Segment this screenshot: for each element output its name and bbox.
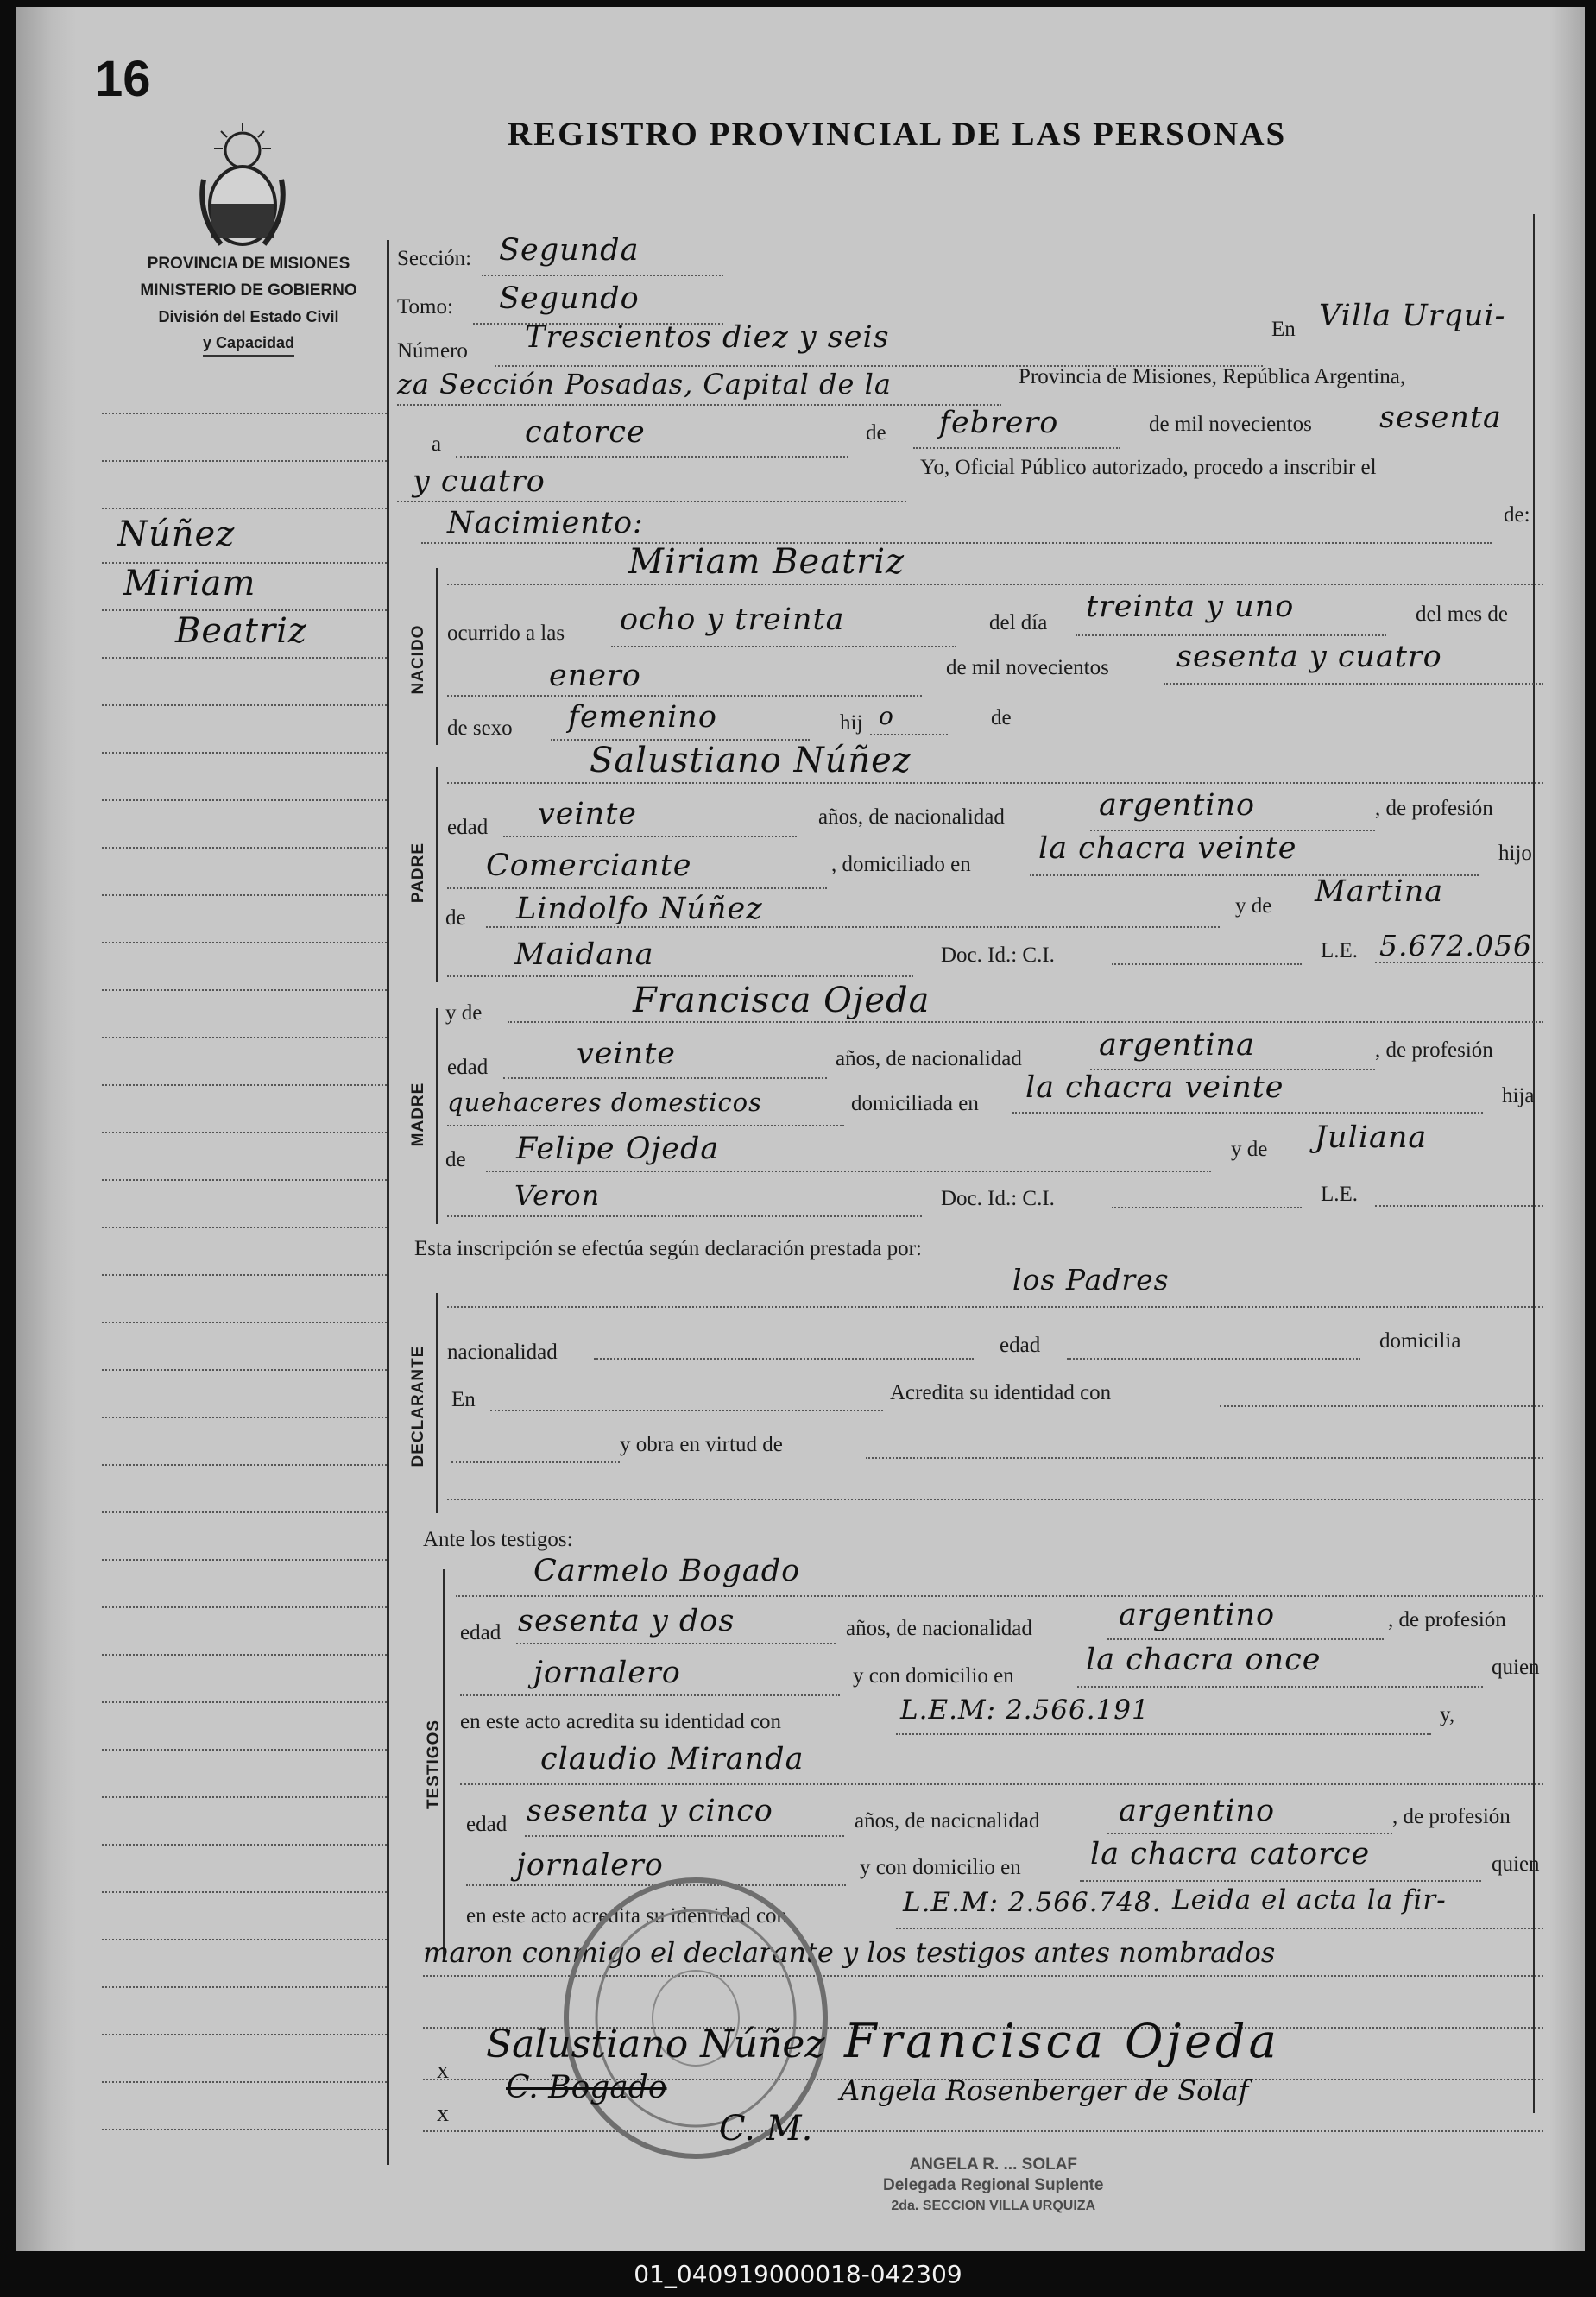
declarante-en-label: En	[451, 1388, 476, 1411]
cierre-b-value: maron conmigo el declarante y los testigos antes nombrados	[423, 1936, 1276, 1969]
hijo-label: hijo	[1498, 842, 1532, 865]
madre-anios-label: años, de nacionalidad	[836, 1047, 1022, 1070]
officer-stamp	[883, 2155, 1104, 2217]
madre-padre-value: Felipe Ojeda	[516, 1132, 720, 1166]
register-page	[16, 7, 1585, 2251]
en-label: En	[1271, 318, 1296, 341]
nacido-side-label: NACIDO	[409, 624, 427, 695]
de-mil-label: de mil novecientos	[1149, 413, 1312, 436]
declarante-value: los Padres	[1012, 1263, 1170, 1297]
tomo-label: Tomo:	[397, 295, 453, 319]
ministry-name: MINISTERIO DE GOBIERNO	[140, 281, 357, 300]
testigo1-y-label: y,	[1440, 1703, 1455, 1726]
testigo2-anios-label: años, de nacicnalidad	[855, 1809, 1040, 1833]
province-name: PROVINCIA DE MISIONES	[147, 255, 350, 273]
form-right-border	[1533, 214, 1535, 2113]
nacido-nombre-value: Miriam Beatriz	[628, 542, 905, 582]
provincia-label: Provincia de Misiones, República Argentina,	[1019, 365, 1406, 388]
seccion-value: Segunda	[499, 233, 640, 268]
anio-b-value: y cuatro	[413, 464, 546, 499]
padre-edad-label: edad	[447, 816, 489, 839]
declarante-side-label: DECLARANTE	[409, 1345, 427, 1467]
padre-profesion-value: Comerciante	[486, 849, 692, 883]
lugar-a-value: Villa Urqui-	[1319, 299, 1506, 333]
hora-value: ocho y treinta	[620, 603, 845, 637]
del-dia-label: del día	[989, 611, 1048, 634]
madre-nombre-value: Francisca Ojeda	[633, 981, 930, 1020]
testigo1-nacionalidad-value: argentino	[1119, 1598, 1276, 1632]
nacido-dia-value: treinta y uno	[1086, 590, 1295, 624]
madre-madre-b-value: Veron	[514, 1179, 601, 1212]
padre-le-label: L.E.	[1321, 939, 1359, 962]
hija-label: hija	[1502, 1084, 1535, 1107]
page-number: 16	[95, 51, 151, 107]
padre-padre-value: Lindolfo Núñez	[516, 892, 763, 926]
madre-nacionalidad-value: argentina	[1099, 1028, 1255, 1063]
signature-oficial: Angela Rosenberger de Solaf	[840, 2074, 1249, 2107]
testigos-side-label: TESTIGOS	[425, 1719, 443, 1810]
testigo2-quien-label: quien	[1492, 1852, 1540, 1876]
numero-value: Trescientos diez y seis	[525, 320, 890, 355]
testigo2-edad-value: sesenta y cinco	[527, 1794, 773, 1828]
testigo2-edad-label: edad	[466, 1813, 508, 1836]
signature-madre: Francisca Ojeda	[844, 2014, 1280, 2068]
padre-domicilio-value: la chacra veinte	[1038, 831, 1297, 866]
madre-y-de-label-2: y de	[1231, 1138, 1268, 1161]
ante-testigos-label: Ante los testigos:	[423, 1528, 573, 1551]
testigo1-documento-value: L.E.M: 2.566.191	[900, 1694, 1150, 1726]
numero-label: Número	[397, 339, 468, 363]
acto-value: Nacimiento:	[447, 506, 644, 540]
madre-le-label: L.E.	[1321, 1183, 1359, 1206]
signature-rubrica: C. M.	[719, 2109, 813, 2149]
padre-le-value: 5.672.056	[1379, 929, 1532, 962]
madre-edad-value: veinte	[577, 1037, 676, 1071]
nacido-mes-value: enero	[549, 659, 641, 693]
madre-y-de-label: y de	[445, 1001, 483, 1025]
division-line-2: y Capacidad	[203, 331, 294, 357]
madre-profesion-value: quehaceres domesticos	[447, 1088, 762, 1117]
testigo1-edad-value: sesenta y dos	[518, 1604, 735, 1638]
madre-doc-label: Doc. Id.: C.I.	[941, 1187, 1055, 1210]
de-sexo-label: de sexo	[447, 716, 513, 740]
stamp-line-2: Delegada Regional Suplente	[883, 2176, 1104, 2194]
padre-edad-value: veinte	[538, 797, 637, 831]
de-label: de	[866, 421, 886, 445]
hij-label: hij	[840, 711, 863, 735]
a-label: a	[432, 432, 442, 456]
signature-padre: Salustiano Núñez	[486, 2022, 825, 2067]
margin-note-middle-name: Beatriz	[175, 611, 307, 651]
madre-profesion-label: , de profesión	[1375, 1038, 1493, 1062]
padre-side-label: PADRE	[409, 842, 427, 904]
acredita-label: Acredita su identidad con	[890, 1381, 1112, 1404]
obra-label: y obra en virtud de	[620, 1433, 783, 1456]
declarante-bracket	[436, 1293, 438, 1513]
coat-of-arms-icon	[195, 119, 290, 250]
de-colon-label: de:	[1504, 503, 1530, 527]
madre-edad-label: edad	[447, 1056, 489, 1079]
testigo1-profesion-label: , de profesión	[1388, 1608, 1506, 1631]
testigo1-acredita-label: en este acto acredita su identidad con	[460, 1710, 782, 1733]
seccion-label: Sección:	[397, 247, 472, 270]
testigo1-anios-label: años, de nacionalidad	[846, 1617, 1032, 1640]
testigo2-documento-value: L.E.M: 2.566.748.	[903, 1887, 1162, 1918]
padre-bracket	[436, 767, 438, 982]
stamp-line-3: 2da. SECCION VILLA URQUIZA	[891, 2199, 1096, 2213]
form-left-border	[387, 240, 389, 2165]
domiciliada-label: domiciliada en	[851, 1092, 979, 1115]
madre-side-label: MADRE	[409, 1082, 427, 1147]
padre-anios-label: años, de nacionalidad	[818, 805, 1005, 829]
ocurrido-label: ocurrido a las	[447, 622, 565, 645]
lugar-b-value: za Sección Posadas, Capital de la	[397, 368, 892, 401]
nacionalidad-label: nacionalidad	[447, 1341, 558, 1364]
dia-value: catorce	[525, 415, 646, 450]
testigo2-nacionalidad-value: argentino	[1119, 1794, 1276, 1828]
padre-nacionalidad-value: argentino	[1099, 788, 1256, 823]
de-mil-label-2: de mil novecientos	[946, 656, 1109, 679]
testigo2-nombre-value: claudio Miranda	[540, 1742, 804, 1776]
hij-suffix-value: o	[879, 702, 894, 730]
nacido-anio-value: sesenta y cuatro	[1176, 640, 1442, 674]
padre-y-de-label: y de	[1235, 894, 1272, 918]
register-title: REGISTRO PROVINCIAL DE LAS PERSONAS	[508, 116, 1287, 153]
nacido-bracket	[436, 568, 438, 745]
del-mes-label: del mes de	[1416, 603, 1508, 626]
margin-note-name: Miriam	[123, 564, 256, 603]
testigo1-nombre-value: Carmelo Bogado	[533, 1554, 801, 1588]
madre-bracket	[436, 1008, 438, 1224]
padre-doc-label: Doc. Id.: C.I.	[941, 943, 1055, 967]
esta-inscripcion-label: Esta inscripción se efectúa según declaración prestada por:	[414, 1237, 922, 1260]
stamp-line-1: ANGELA R. ... SOLAF	[909, 2155, 1078, 2174]
testigo1-quien-label: quien	[1492, 1656, 1540, 1679]
image-id-footer: 01_040919000018-042309	[634, 2260, 962, 2288]
madre-de-label: de	[445, 1148, 466, 1171]
cross-mark-1: x	[437, 2057, 449, 2084]
ministry-block	[102, 250, 395, 357]
declarante-edad-label: edad	[1000, 1334, 1041, 1357]
testigo2-profesion-value: jornalero	[516, 1848, 664, 1883]
mes-value: febrero	[939, 406, 1059, 440]
madre-domicilio-value: la chacra veinte	[1025, 1070, 1284, 1105]
testigo2-profesion-label: , de profesión	[1392, 1805, 1511, 1828]
padre-profesion-label: , de profesión	[1375, 797, 1493, 820]
oficial-label: Yo, Oficial Público autorizado, procedo a inscribir el	[920, 456, 1377, 479]
padre-de-label: de	[445, 906, 466, 930]
division-line-1: División del Estado Civil	[158, 308, 339, 325]
signature-testigo: C. Bogado	[506, 2070, 667, 2105]
de-label-2: de	[991, 706, 1012, 729]
testigo1-domicilio-value: la chacra once	[1086, 1643, 1322, 1677]
testigo2-domicilio-value: la chacra catorce	[1090, 1837, 1371, 1871]
padre-madre-a-value: Martina	[1315, 874, 1444, 909]
domicilia-label: domicilia	[1379, 1329, 1461, 1353]
margin-note-surname: Núñez	[117, 514, 236, 554]
sexo-value: femenino	[568, 700, 717, 735]
cross-mark-2: x	[437, 2100, 449, 2127]
testigo2-acredita-label: en este acto acredita su identidad con	[466, 1904, 788, 1928]
tomo-value: Segundo	[499, 281, 640, 316]
padre-madre-b-value: Maidana	[514, 937, 654, 972]
anio-a-value: sesenta	[1379, 401, 1502, 435]
testigo1-domicilio-label: y con domicilio en	[853, 1664, 1014, 1688]
domiciliado-label: , domiciliado en	[831, 853, 971, 876]
cierre-a-value: Leida el acta la fir-	[1172, 1884, 1447, 1915]
testigo2-domicilio-label: y con domicilio en	[860, 1856, 1021, 1879]
padre-nombre-value: Salustiano Núñez	[590, 741, 912, 780]
madre-madre-a-value: Juliana	[1315, 1120, 1428, 1155]
testigo1-profesion-value: jornalero	[533, 1656, 681, 1690]
testigo1-edad-label: edad	[460, 1621, 502, 1644]
